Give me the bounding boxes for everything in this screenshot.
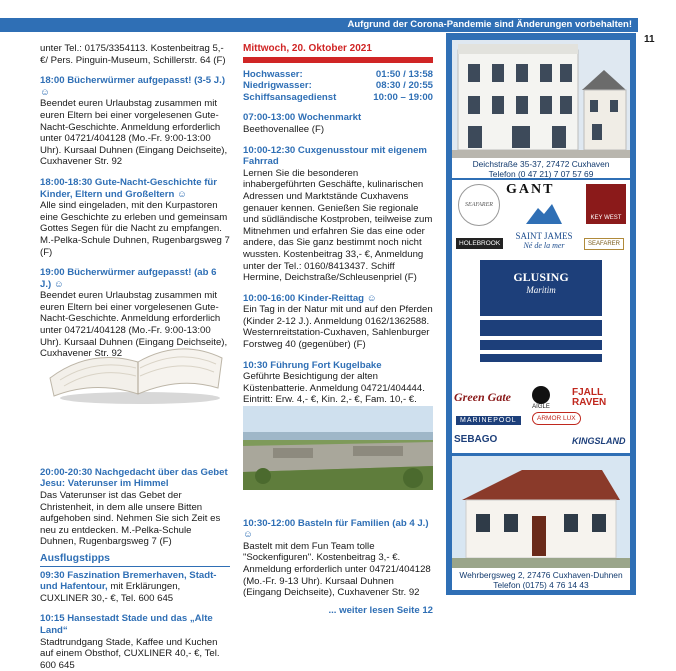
event-body: Beendet euren Urlaubstag zusammen mit euren Eltern bei einer vorgelesenen Gute-Nacht-Geschichte. Anmeldung erforderlich unter 04721/404128 (Mo.-Fr. 9:00-13:00 Uhr). Kursaal Duhnen (Eingang Deichseite), Cuxhavener Str. 92	[40, 98, 228, 168]
date-heading: Mittwoch, 20. Oktober 2021	[243, 43, 372, 54]
armor-lux-logo: ARMOR LUX	[532, 412, 581, 425]
event-heading: 20:00-20:30 Nachgedacht über das Gebet Jesu: Vaterunser im Himmel	[40, 466, 228, 490]
shop-building-photo	[452, 40, 630, 158]
event-heading: 10:30 Führung Fort Kugelbake	[243, 359, 382, 371]
aigle-logo: AIGLE	[532, 386, 550, 410]
kingsland-logo: KINGSLAND	[572, 436, 626, 446]
event-heading: 10:30-12:00 Basteln für Familien (ab 4 J.) ☺	[243, 517, 429, 541]
address-line: Deichstraße 35-37, 27472 Cuxhaven	[472, 159, 610, 169]
event-heading: 10:00-16:00 Kinder-Reittag ☺	[243, 292, 377, 304]
event-heading: 07:00-13:00 Wochenmarkt	[243, 112, 362, 124]
tide-value: 10:00 – 19:00	[373, 91, 433, 103]
shop1-address	[452, 159, 630, 179]
event-body: Bastelt mit dem Fun Team tolle "Sockenfiguren". Kostenbeitrag 3,- €. Anmeldung erforderlich unter 04721/404128 (Mo.-Fr. 9-13 Uhr). Kursaal Duhnen (Eingang Deichseite), Cuxhavener Str. 92	[243, 540, 431, 599]
event-body: Ein Tag in der Natur mit und auf den Pferden (Kinder 2-12 J.). Anmeldung 0162/1362588. Westernreitstation-Cuxhaven, Sahlenburger Forstweg 40 (gegenüber) (F)	[243, 304, 433, 351]
address-line: Wehrbergsweg 2, 27476 Cuxhaven-Duhnen	[459, 570, 623, 580]
tide-label: Schiffsansagedienst	[243, 91, 337, 103]
top-banner	[0, 18, 638, 32]
shop2-building-photo	[452, 456, 630, 568]
trip-body: Stadtrundgang Stade, Kaffee und Kuchen auf einem Obsthof, CUXLINER 40,- €, Tel. 600 645	[40, 636, 220, 671]
seafarer-logo: SEAFARER	[458, 184, 500, 226]
event-body: Beethovenallee (F)	[243, 123, 325, 135]
event-heading: 18:00 Bücherwürmer aufgepasst! (3-5 J.) ☺	[40, 75, 226, 98]
tide-row	[243, 92, 433, 104]
brand-logos	[452, 180, 630, 453]
gant-logo: GANT	[506, 182, 555, 197]
sebago-logo: SEBAGO	[454, 434, 498, 445]
tide-value: 08:30 / 20:55	[375, 80, 433, 92]
event-heading: 10:00-12:30 Cuxgenusstour mit eigenem Fahrrad	[243, 144, 427, 168]
keywest-logo: KEY WEST	[586, 184, 626, 224]
tide-row	[243, 80, 433, 92]
phone-line: Telefon (0 47 21) 7 07 57 69	[488, 169, 594, 179]
tide-label: Niedrigwasser:	[243, 80, 312, 92]
tide-row	[243, 69, 433, 81]
column-middle	[243, 43, 433, 616]
continue-link[interactable]: ... weiter lesen Seite 12	[328, 604, 433, 616]
tide-label: Hochwasser:	[243, 68, 303, 80]
fort-kugelbake-photo	[243, 406, 433, 490]
event-body: Alle sind eingeladen, mit den Kurpastoren eine Geschichte zu erleben und gemeinsam Gottes Segen für die Nacht zu empfangen. M.-Pelka-Schule Duhnen, Rugenbargsweg 7 (F)	[40, 200, 230, 258]
holebrook-logo: HOLEBROOK	[456, 238, 503, 249]
intro-text: unter Tel.: 0175/3354113. Kostenbeitrag 5,- €/ Pers. Pinguin-Museum, Schillerstr. 64 (F)	[40, 43, 226, 66]
trip-heading: 09:30 Faszination Bremerhaven, Stadt- und Hafentour,	[40, 569, 217, 593]
glusing-logo: GLUSING Maritim	[480, 260, 602, 362]
seahorse-logo: SEAFARER	[584, 238, 624, 250]
trip-item	[40, 570, 230, 605]
trip-body: mit Erklärungen, CUXLINER 30,- €, Tel. 600 645	[40, 581, 181, 604]
open-book-image	[40, 318, 230, 406]
event-heading: 18:00-18:30 Gute-Nacht-Geschichte für Kinder, Eltern und Großeltern ☺	[40, 176, 218, 200]
event-heading: 19:00 Bücherwürmer aufgepasst! (ab 6 J.) ☺	[40, 267, 217, 290]
page-number: 11	[644, 34, 655, 45]
banner-text: Aufgrund der Corona-Pandemie sind Änderungen vorbehalten!	[347, 19, 632, 30]
event-body: Beendet euren Urlaubstag zusammen mit euren Eltern bei einer vorgelesenen Gute-Nacht-Geschichte. Anmeldung erforderlich unter 04721/404128 (Mo.-Fr. 9:00-13:00 Uhr). Kursaal Duhnen (Eingang Deichseite), Cuxhavener Str. 92	[40, 290, 228, 360]
trip-heading: 10:15 Hansestadt Stade und das „Alte Land“	[40, 613, 213, 636]
fjallraven-logo: FJALL RAVEN	[572, 387, 607, 408]
shop2-address	[452, 570, 630, 590]
event-body: Lernen Sie die besonderen inhabergeführten Geschäfte, kulinarischen Adressen und Marktstände Cuxhavens genauer kennen. Genießen Sie regionale und südländische Kostproben, teilweise zum Mitnehmen und erfahren Sie das eine oder andere, das Sie ganz bestimmt noch nicht wussten. Kostenbeitrag 33,- €, Anmeldung unter der Tel.: 0160/8413437. Schiff Hermine, Deichstraße/Schleusenpriel (F)	[243, 167, 433, 284]
event-body: Geführte Besichtigung der alten Küstenbatterie. Anmeldung 04721/404444. Eintritt: Erw. 4,- €, Kin. 2,- €, Fam. 10,- €.	[243, 371, 425, 406]
saintjames-logo: SAINT JAMES Né de la mer	[506, 200, 582, 250]
trips-title: Ausflugstipps	[40, 552, 110, 564]
marinepool-logo: MARINEPOOL	[456, 416, 521, 425]
greengate-logo: Green Gate	[454, 390, 511, 404]
phone-line: Telefon (0175) 4 76 14 43	[493, 580, 589, 590]
tide-value: 01:50 / 13:58	[375, 68, 433, 80]
event-body: Das Vaterunser ist das Gebet der Christenheit, in dem alle unsere Bitten aufgehoben sind. Nehmen Sie sich Zeit es neu zu entdecken. M.-Pelka-Schule Duhnen, Rugenbargsweg 7 (F)	[40, 490, 221, 548]
